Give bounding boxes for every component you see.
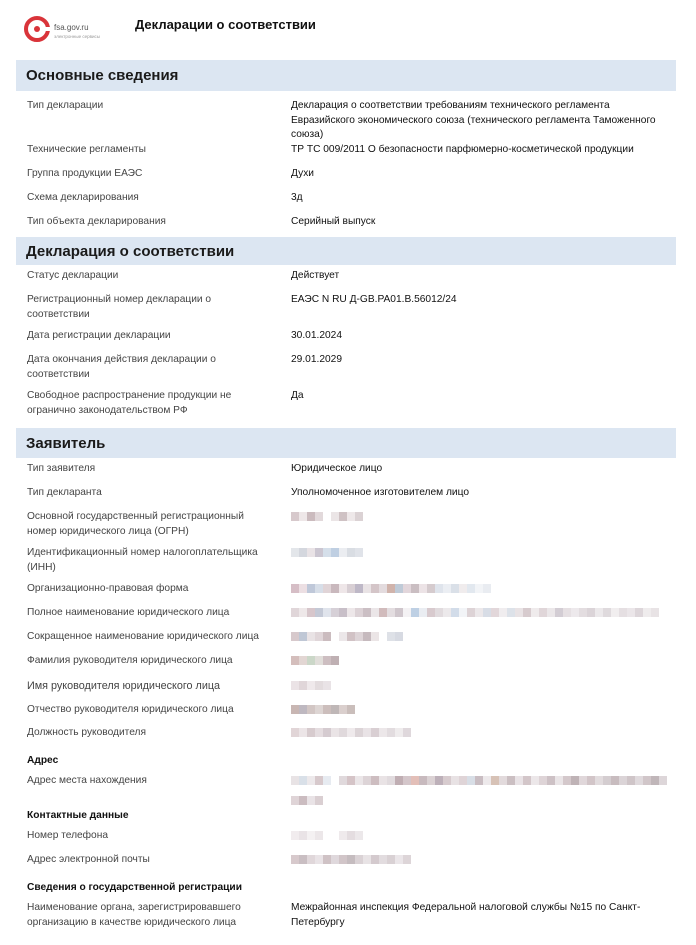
row-label: Номер телефона [27,830,109,841]
row-value: 30.01.2024 [291,330,342,341]
row-value: Серийный выпуск [291,216,376,227]
redacted-value [291,512,363,521]
logo-text: fsa.gov.ru [54,23,89,32]
redacted-value [291,681,331,690]
row-label: Организационно-правовая форма [27,583,189,594]
redacted-value [291,632,403,641]
row-value: Да [291,390,304,401]
row-value: Межрайонная инспекция Федеральной налоговой службы №15 по Санкт-Петербургу [291,902,641,928]
row-label: Наименование органа, зарегистрировавшего организацию в качестве юридического лица [27,902,241,928]
row-label: Тип декларанта [27,487,102,498]
row-label: Дата регистрации декларации [27,330,171,341]
redacted-value [291,705,355,714]
row-value: ЕАЭС N RU Д-GB.PA01.B.56012/24 [291,294,457,305]
row-address [27,774,677,810]
row-value: Декларация о соответствии требованиям технического регламента Евразийского экономического союза (технического регламента Таможенного союза) [291,100,656,140]
row-label: Имя руководителя юридического лица [27,680,221,692]
logo-subtext: электронные сервисы [54,34,101,39]
redacted-value-line2 [291,796,323,805]
row-value: ТР ТС 009/2011 О безопасности парфюмерно-косметической продукции [291,144,634,155]
page-header [0,0,696,58]
row-value: Действует [291,270,340,281]
row-value: 29.01.2029 [291,354,342,365]
row-label: Схема декларирования [27,192,139,203]
row-value: Уполномоченное изготовителем лицо [291,487,470,498]
row-label: Идентификационный номер налогоплательщика (ИНН) [27,547,258,573]
redacted-value [291,855,411,864]
fsa-logo-icon [24,16,50,42]
section-declaration-heading: Декларация о соответствии [16,237,676,265]
row-value: 3д [291,192,303,203]
row-value: Юридическое лицо [291,463,383,474]
subhead-state-registration: Сведения о государственной регистрации [27,882,242,893]
row-label: Адрес места нахождения [27,775,147,786]
row-label: Отчество руководителя юридического лица [27,704,234,715]
redacted-value [291,584,491,593]
redacted-value [291,548,363,557]
subhead-address: Адрес [27,755,59,766]
fsa-logo[interactable] [24,14,124,48]
section-applicant-heading: Заявитель [16,428,676,458]
row-label: Дата окончания действия декларации о соответствии [27,354,216,380]
row-label: Основной государственный регистрационный номер юридического лица (ОГРН) [27,511,244,537]
row-label: Адрес электронной почты [27,854,150,865]
row-label: Тип заявителя [27,463,96,474]
redacted-value [291,776,667,785]
row-label: Сокращенное наименование юридического лица [27,631,259,642]
row-label: Статус декларации [27,270,119,281]
row-label: Полное наименование юридического лица [27,607,230,618]
row-label: Тип декларации [27,100,104,111]
row-label: Регистрационный номер декларации о соответствии [27,294,212,320]
redacted-value [291,656,339,665]
row-label: Свободное распространение продукции не огранично законодательством РФ [27,390,232,416]
row-label: Должность руководителя [27,727,147,738]
page-title: Декларации о соответствии [135,17,316,32]
section-basic-heading: Основные сведения [16,60,676,91]
redacted-value [291,831,363,840]
row-label: Тип объекта декларирования [27,216,166,227]
row-value: Духи [291,168,315,179]
row-label: Фамилия руководителя юридического лица [27,655,233,666]
redacted-value [291,728,411,737]
row-label: Технические регламенты [27,144,146,155]
redacted-value [291,608,659,617]
subhead-contacts: Контактные данные [27,810,129,821]
row-label: Группа продукции ЕАЭС [27,168,143,179]
